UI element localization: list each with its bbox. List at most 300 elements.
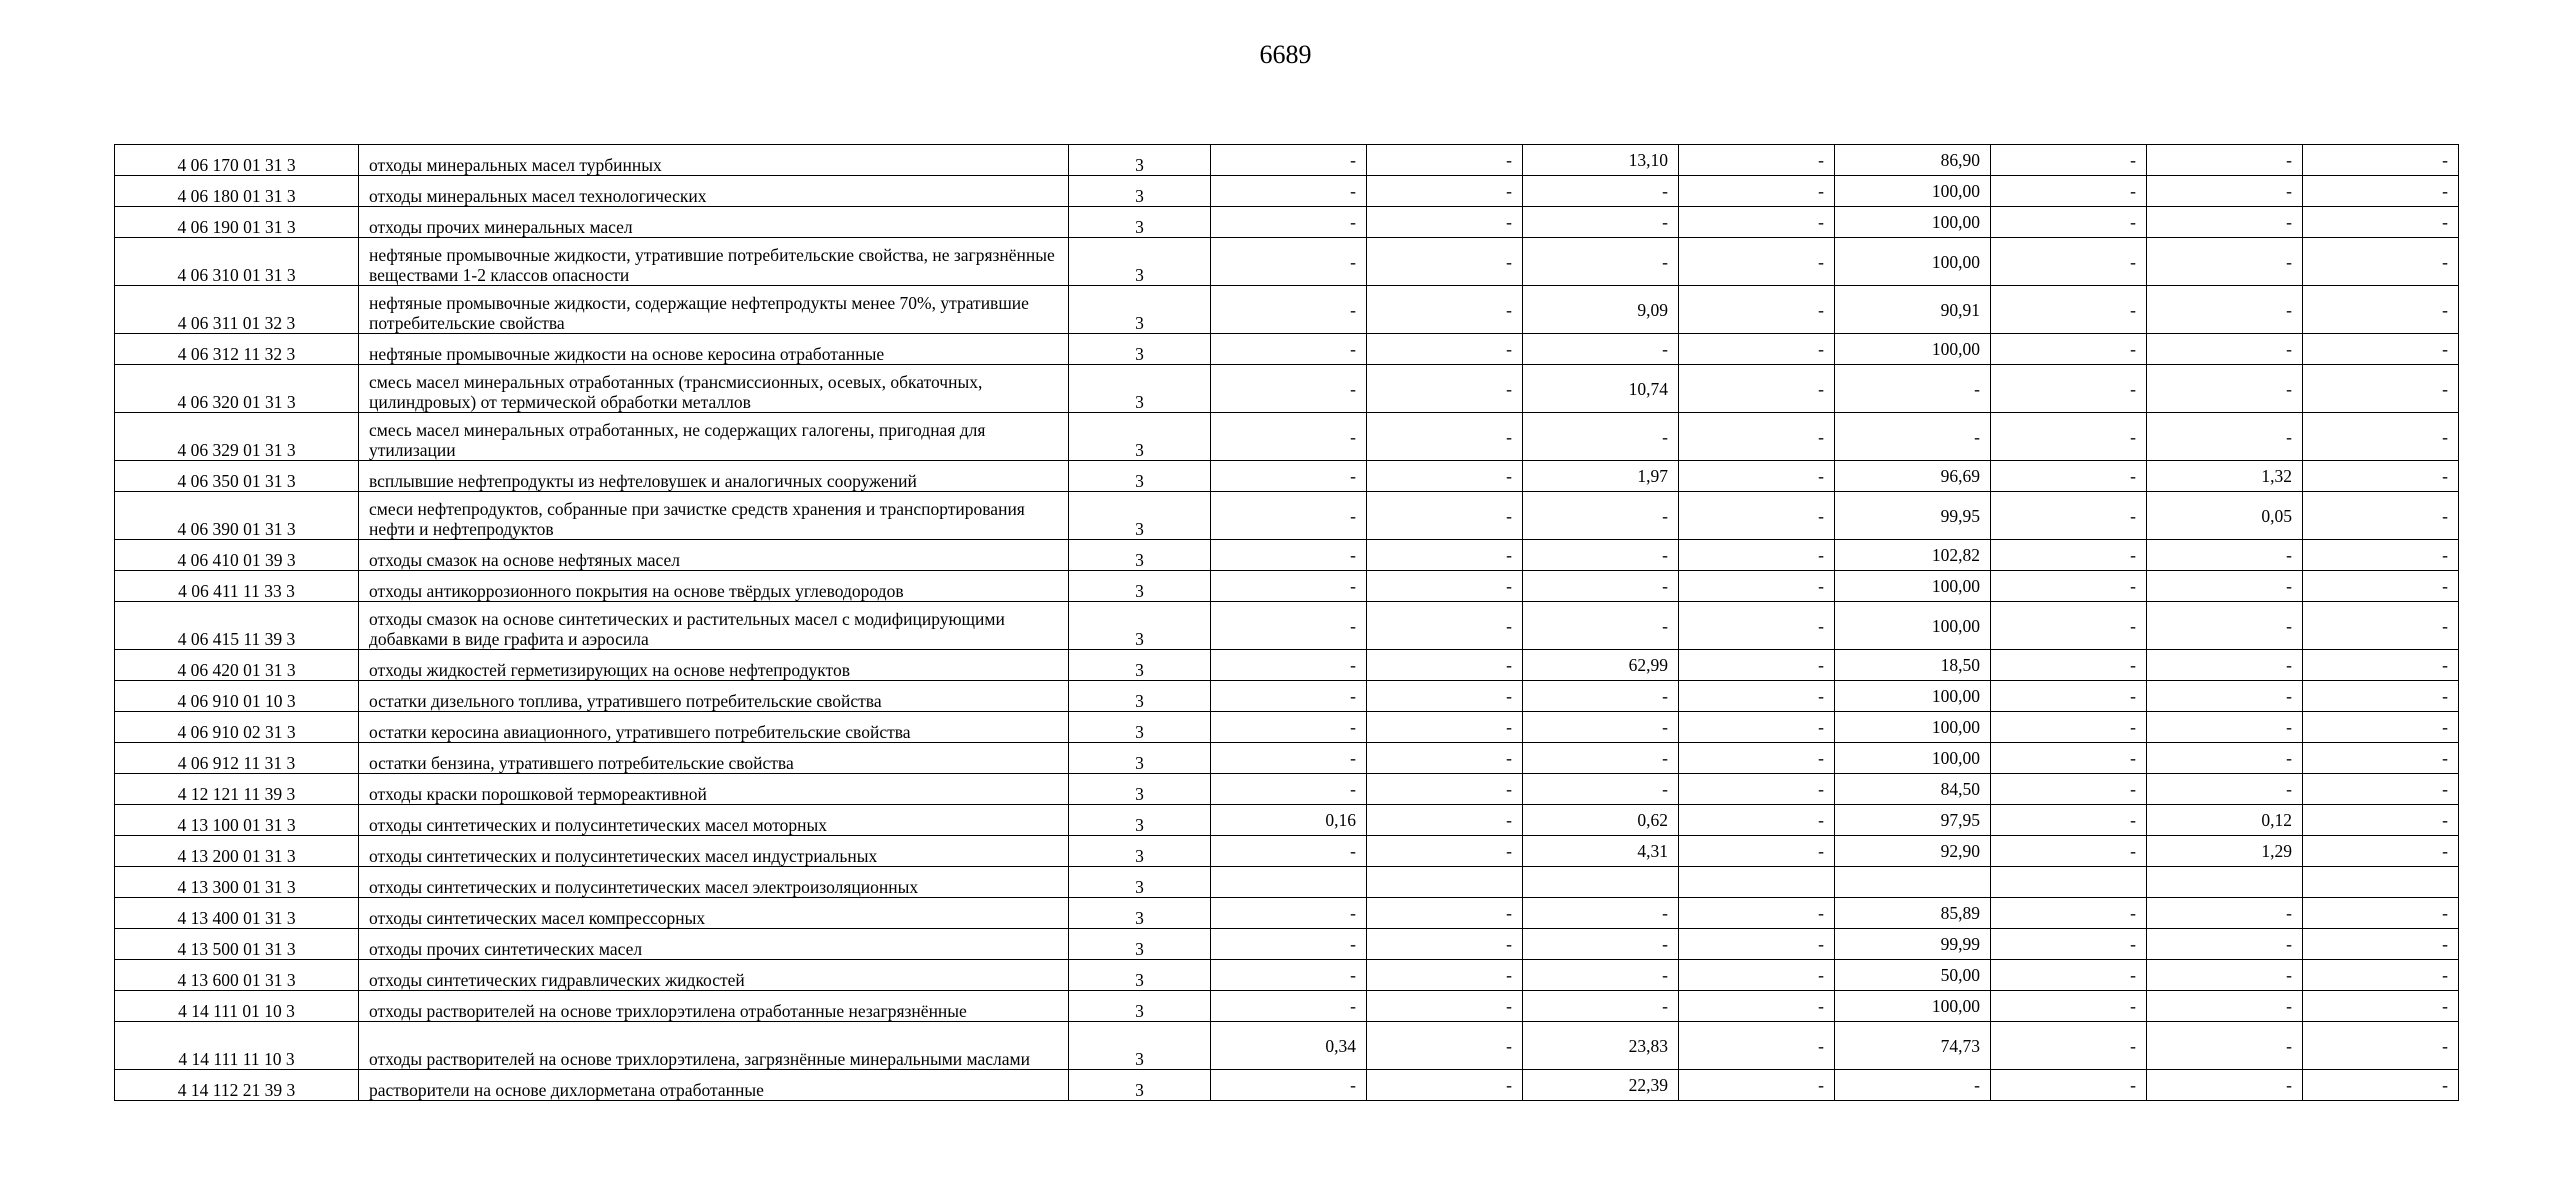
value-cell: -: [2147, 681, 2303, 712]
value-cell: -: [1367, 898, 1523, 929]
value-cell: 50,00: [1835, 960, 1991, 991]
value-cell: -: [1679, 991, 1835, 1022]
value-cell: 100,00: [1835, 176, 1991, 207]
value-cell: -: [1991, 805, 2147, 836]
hazard-class-cell: 3: [1069, 960, 1211, 991]
value-cell: -: [2147, 991, 2303, 1022]
table-row: [115, 991, 2459, 1022]
waste-name-cell: нефтяные промывочные жидкости, содержащие нефтепродукты менее 70%, утратившие потребительские свойства: [359, 286, 1069, 334]
hazard-class-cell: 3: [1069, 365, 1211, 413]
waste-name-cell: отходы минеральных масел турбинных: [359, 145, 1069, 176]
waste-code-cell: 4 06 411 11 33 3: [115, 571, 359, 602]
waste-code-cell: 4 06 310 01 31 3: [115, 238, 359, 286]
value-cell: -: [2147, 540, 2303, 571]
value-cell: 99,99: [1835, 929, 1991, 960]
value-cell: -: [1211, 712, 1367, 743]
value-cell: 18,50: [1835, 650, 1991, 681]
value-cell: -: [2303, 1070, 2459, 1101]
value-cell: -: [1679, 286, 1835, 334]
value-cell: -: [1679, 492, 1835, 540]
value-cell: -: [1679, 650, 1835, 681]
value-cell: -: [1211, 461, 1367, 492]
waste-code-cell: 4 14 111 01 10 3: [115, 991, 359, 1022]
waste-name-cell: нефтяные промывочные жидкости на основе керосина отработанные: [359, 334, 1069, 365]
waste-code-cell: 4 06 311 01 32 3: [115, 286, 359, 334]
table-row: [115, 836, 2459, 867]
value-cell: 22,39: [1523, 1070, 1679, 1101]
waste-code-cell: 4 06 390 01 31 3: [115, 492, 359, 540]
value-cell: -: [1991, 712, 2147, 743]
waste-name-cell: отходы синтетических гидравлических жидкостей: [359, 960, 1069, 991]
value-cell: -: [2147, 1022, 2303, 1070]
table-row: [115, 681, 2459, 712]
table-row: [115, 365, 2459, 413]
value-cell: -: [1835, 365, 1991, 413]
value-cell: -: [1679, 960, 1835, 991]
value-cell: -: [1679, 461, 1835, 492]
hazard-class-cell: 3: [1069, 540, 1211, 571]
table-row: [115, 960, 2459, 991]
value-cell: -: [1367, 461, 1523, 492]
value-cell: 102,82: [1835, 540, 1991, 571]
value-cell: -: [1211, 571, 1367, 602]
value-cell: -: [1991, 492, 2147, 540]
value-cell: [2303, 867, 2459, 898]
waste-name-cell: нефтяные промывочные жидкости, утратившие потребительские свойства, не загрязнённые веществами 1-2 классов опасности: [359, 238, 1069, 286]
value-cell: -: [1679, 1070, 1835, 1101]
waste-code-cell: 4 06 415 11 39 3: [115, 602, 359, 650]
value-cell: 10,74: [1523, 365, 1679, 413]
waste-code-cell: 4 13 100 01 31 3: [115, 805, 359, 836]
value-cell: -: [2303, 743, 2459, 774]
value-cell: -: [1211, 207, 1367, 238]
waste-code-cell: 4 06 910 01 10 3: [115, 681, 359, 712]
hazard-class-cell: 3: [1069, 681, 1211, 712]
hazard-class-cell: 3: [1069, 461, 1211, 492]
value-cell: -: [2303, 712, 2459, 743]
value-cell: -: [1211, 602, 1367, 650]
table-row: [115, 743, 2459, 774]
value-cell: -: [2303, 365, 2459, 413]
value-cell: -: [1211, 1070, 1367, 1101]
value-cell: -: [1367, 540, 1523, 571]
hazard-class-cell: 3: [1069, 836, 1211, 867]
value-cell: -: [1991, 836, 2147, 867]
table-row: [115, 571, 2459, 602]
value-cell: -: [1679, 836, 1835, 867]
value-cell: -: [1211, 540, 1367, 571]
value-cell: -: [1991, 238, 2147, 286]
value-cell: -: [1991, 286, 2147, 334]
waste-code-cell: 4 06 329 01 31 3: [115, 413, 359, 461]
hazard-class-cell: 3: [1069, 867, 1211, 898]
waste-name-cell: отходы растворителей на основе трихлорэтилена, загрязнённые минеральными маслами: [359, 1022, 1069, 1070]
hazard-class-cell: 3: [1069, 991, 1211, 1022]
value-cell: 84,50: [1835, 774, 1991, 805]
value-cell: -: [1367, 207, 1523, 238]
value-cell: 100,00: [1835, 238, 1991, 286]
value-cell: 97,95: [1835, 805, 1991, 836]
value-cell: -: [1211, 991, 1367, 1022]
waste-code-cell: 4 13 200 01 31 3: [115, 836, 359, 867]
table-row: [115, 286, 2459, 334]
value-cell: -: [2147, 413, 2303, 461]
value-cell: 90,91: [1835, 286, 1991, 334]
hazard-class-cell: 3: [1069, 1070, 1211, 1101]
hazard-class-cell: 3: [1069, 1022, 1211, 1070]
waste-name-cell: отходы синтетических и полусинтетических масел индустриальных: [359, 836, 1069, 867]
waste-code-cell: 4 06 350 01 31 3: [115, 461, 359, 492]
value-cell: -: [1367, 286, 1523, 334]
value-cell: -: [1211, 413, 1367, 461]
value-cell: -: [1679, 805, 1835, 836]
hazard-class-cell: 3: [1069, 929, 1211, 960]
table-row: [115, 238, 2459, 286]
hazard-class-cell: 3: [1069, 774, 1211, 805]
value-cell: 100,00: [1835, 571, 1991, 602]
value-cell: -: [1835, 1070, 1991, 1101]
value-cell: 74,73: [1835, 1022, 1991, 1070]
value-cell: -: [1523, 207, 1679, 238]
value-cell: -: [1991, 929, 2147, 960]
value-cell: -: [1679, 365, 1835, 413]
value-cell: -: [1679, 774, 1835, 805]
value-cell: -: [1991, 1070, 2147, 1101]
hazard-class-cell: 3: [1069, 712, 1211, 743]
value-cell: -: [1367, 743, 1523, 774]
value-cell: 0,62: [1523, 805, 1679, 836]
value-cell: -: [1367, 176, 1523, 207]
waste-name-cell: отходы синтетических и полусинтетических масел электроизоляционных: [359, 867, 1069, 898]
hazard-class-cell: 3: [1069, 145, 1211, 176]
waste-name-cell: отходы смазок на основе синтетических и растительных масел с модифицирующими добавками в виде графита и аэросила: [359, 602, 1069, 650]
waste-code-cell: 4 06 320 01 31 3: [115, 365, 359, 413]
value-cell: 62,99: [1523, 650, 1679, 681]
value-cell: -: [2303, 540, 2459, 571]
value-cell: -: [2303, 898, 2459, 929]
value-cell: -: [1523, 991, 1679, 1022]
value-cell: -: [1211, 492, 1367, 540]
value-cell: -: [2303, 334, 2459, 365]
hazard-class-cell: 3: [1069, 571, 1211, 602]
waste-code-cell: 4 06 312 11 32 3: [115, 334, 359, 365]
value-cell: -: [1523, 960, 1679, 991]
table-body: [115, 145, 2459, 1101]
value-cell: -: [2303, 929, 2459, 960]
table-row: [115, 929, 2459, 960]
waste-code-cell: 4 13 500 01 31 3: [115, 929, 359, 960]
waste-code-cell: 4 13 300 01 31 3: [115, 867, 359, 898]
value-cell: -: [1679, 681, 1835, 712]
value-cell: -: [2303, 461, 2459, 492]
value-cell: -: [2147, 176, 2303, 207]
table-row: [115, 540, 2459, 571]
waste-code-cell: 4 06 180 01 31 3: [115, 176, 359, 207]
value-cell: -: [1991, 602, 2147, 650]
value-cell: -: [1211, 176, 1367, 207]
value-cell: -: [2147, 774, 2303, 805]
value-cell: -: [1523, 602, 1679, 650]
value-cell: 0,34: [1211, 1022, 1367, 1070]
value-cell: -: [1679, 929, 1835, 960]
value-cell: 99,95: [1835, 492, 1991, 540]
value-cell: -: [1679, 712, 1835, 743]
value-cell: -: [1679, 540, 1835, 571]
value-cell: -: [2147, 145, 2303, 176]
value-cell: -: [1679, 898, 1835, 929]
value-cell: 1,97: [1523, 461, 1679, 492]
hazard-class-cell: 3: [1069, 898, 1211, 929]
value-cell: -: [2303, 1022, 2459, 1070]
value-cell: -: [1367, 774, 1523, 805]
hazard-class-cell: 3: [1069, 805, 1211, 836]
value-cell: 1,32: [2147, 461, 2303, 492]
value-cell: -: [1367, 960, 1523, 991]
table-row: [115, 898, 2459, 929]
value-cell: 92,90: [1835, 836, 1991, 867]
value-cell: -: [2303, 238, 2459, 286]
table-row: [115, 712, 2459, 743]
waste-code-cell: 4 12 121 11 39 3: [115, 774, 359, 805]
value-cell: -: [1991, 334, 2147, 365]
value-cell: -: [1991, 1022, 2147, 1070]
waste-code-cell: 4 06 912 11 31 3: [115, 743, 359, 774]
waste-code-cell: 4 13 600 01 31 3: [115, 960, 359, 991]
value-cell: -: [1679, 145, 1835, 176]
value-cell: -: [1211, 334, 1367, 365]
table-row: [115, 413, 2459, 461]
value-cell: -: [1523, 413, 1679, 461]
value-cell: -: [1211, 929, 1367, 960]
value-cell: 100,00: [1835, 207, 1991, 238]
waste-code-cell: 4 06 410 01 39 3: [115, 540, 359, 571]
value-cell: -: [1523, 743, 1679, 774]
value-cell: -: [2147, 207, 2303, 238]
hazard-class-cell: 3: [1069, 650, 1211, 681]
value-cell: [2147, 867, 2303, 898]
value-cell: -: [1367, 365, 1523, 413]
table-row: [115, 1022, 2459, 1070]
value-cell: 0,16: [1211, 805, 1367, 836]
value-cell: -: [1991, 650, 2147, 681]
value-cell: -: [2147, 286, 2303, 334]
value-cell: -: [1991, 681, 2147, 712]
value-cell: -: [1367, 571, 1523, 602]
value-cell: -: [2303, 571, 2459, 602]
value-cell: -: [1211, 898, 1367, 929]
value-cell: -: [1991, 898, 2147, 929]
table-row: [115, 145, 2459, 176]
value-cell: -: [1991, 145, 2147, 176]
value-cell: -: [1367, 650, 1523, 681]
value-cell: -: [1523, 334, 1679, 365]
value-cell: -: [1991, 365, 2147, 413]
waste-name-cell: растворители на основе дихлорметана отработанные: [359, 1070, 1069, 1101]
value-cell: -: [1679, 602, 1835, 650]
table-row: [115, 334, 2459, 365]
value-cell: 0,12: [2147, 805, 2303, 836]
value-cell: [1367, 867, 1523, 898]
hazard-class-cell: 3: [1069, 334, 1211, 365]
waste-name-cell: отходы антикоррозионного покрытия на основе твёрдых углеводородов: [359, 571, 1069, 602]
value-cell: -: [1679, 334, 1835, 365]
value-cell: 1,29: [2147, 836, 2303, 867]
value-cell: -: [1991, 461, 2147, 492]
value-cell: -: [1523, 929, 1679, 960]
value-cell: -: [1367, 712, 1523, 743]
value-cell: -: [1367, 334, 1523, 365]
value-cell: -: [2147, 650, 2303, 681]
waste-code-cell: 4 06 170 01 31 3: [115, 145, 359, 176]
value-cell: -: [1679, 207, 1835, 238]
value-cell: 4,31: [1523, 836, 1679, 867]
value-cell: 100,00: [1835, 334, 1991, 365]
value-cell: -: [1523, 712, 1679, 743]
value-cell: -: [2303, 207, 2459, 238]
value-cell: -: [2303, 960, 2459, 991]
value-cell: -: [1367, 805, 1523, 836]
value-cell: -: [2147, 898, 2303, 929]
value-cell: -: [1367, 602, 1523, 650]
value-cell: -: [1991, 960, 2147, 991]
value-cell: -: [1367, 1070, 1523, 1101]
value-cell: -: [1211, 836, 1367, 867]
value-cell: -: [1991, 774, 2147, 805]
waste-name-cell: отходы краски порошковой термореактивной: [359, 774, 1069, 805]
value-cell: 100,00: [1835, 743, 1991, 774]
value-cell: 0,05: [2147, 492, 2303, 540]
table-row: [115, 207, 2459, 238]
value-cell: -: [1679, 413, 1835, 461]
value-cell: -: [2147, 334, 2303, 365]
value-cell: -: [1991, 571, 2147, 602]
value-cell: -: [1991, 991, 2147, 1022]
value-cell: -: [2303, 413, 2459, 461]
table-row: [115, 650, 2459, 681]
value-cell: [1523, 867, 1679, 898]
value-cell: -: [2303, 681, 2459, 712]
value-cell: -: [1679, 1022, 1835, 1070]
value-cell: -: [2147, 602, 2303, 650]
value-cell: -: [1523, 774, 1679, 805]
value-cell: 85,89: [1835, 898, 1991, 929]
value-cell: -: [1367, 492, 1523, 540]
waste-code-cell: 4 14 112 21 39 3: [115, 1070, 359, 1101]
value-cell: -: [1211, 145, 1367, 176]
waste-name-cell: смеси нефтепродуктов, собранные при зачистке средств хранения и транспортирования нефти и нефтепродуктов: [359, 492, 1069, 540]
value-cell: -: [2303, 286, 2459, 334]
value-cell: -: [1211, 743, 1367, 774]
value-cell: -: [1991, 207, 2147, 238]
hazard-class-cell: 3: [1069, 413, 1211, 461]
value-cell: 100,00: [1835, 681, 1991, 712]
table-row: [115, 602, 2459, 650]
waste-name-cell: остатки бензина, утратившего потребительские свойства: [359, 743, 1069, 774]
waste-code-cell: 4 14 111 11 10 3: [115, 1022, 359, 1070]
waste-code-cell: 4 06 420 01 31 3: [115, 650, 359, 681]
value-cell: -: [1679, 743, 1835, 774]
value-cell: -: [1523, 571, 1679, 602]
waste-code-cell: 4 06 190 01 31 3: [115, 207, 359, 238]
waste-name-cell: отходы жидкостей герметизирующих на основе нефтепродуктов: [359, 650, 1069, 681]
value-cell: -: [2303, 145, 2459, 176]
waste-name-cell: смесь масел минеральных отработанных, не содержащих галогены, пригодная для утилизации: [359, 413, 1069, 461]
waste-name-cell: остатки дизельного топлива, утратившего потребительские свойства: [359, 681, 1069, 712]
value-cell: -: [2303, 991, 2459, 1022]
value-cell: -: [1367, 836, 1523, 867]
value-cell: -: [2147, 712, 2303, 743]
value-cell: -: [2147, 238, 2303, 286]
value-cell: [1991, 867, 2147, 898]
value-cell: -: [2303, 602, 2459, 650]
value-cell: -: [1211, 365, 1367, 413]
waste-table: [114, 144, 2459, 1101]
waste-name-cell: отходы прочих синтетических масел: [359, 929, 1069, 960]
value-cell: [1211, 867, 1367, 898]
value-cell: -: [1211, 681, 1367, 712]
value-cell: -: [1211, 286, 1367, 334]
value-cell: -: [1211, 650, 1367, 681]
value-cell: 9,09: [1523, 286, 1679, 334]
page-number: 6689: [1259, 40, 1312, 69]
value-cell: -: [1523, 238, 1679, 286]
waste-name-cell: всплывшие нефтепродукты из нефтеловушек и аналогичных сооружений: [359, 461, 1069, 492]
hazard-class-cell: 3: [1069, 602, 1211, 650]
hazard-class-cell: 3: [1069, 207, 1211, 238]
value-cell: 13,10: [1523, 145, 1679, 176]
waste-name-cell: отходы растворителей на основе трихлорэтилена отработанные незагрязнённые: [359, 991, 1069, 1022]
value-cell: -: [1991, 176, 2147, 207]
hazard-class-cell: 3: [1069, 176, 1211, 207]
value-cell: -: [2147, 929, 2303, 960]
waste-name-cell: отходы смазок на основе нефтяных масел: [359, 540, 1069, 571]
value-cell: -: [1991, 540, 2147, 571]
value-cell: -: [1523, 898, 1679, 929]
value-cell: -: [1679, 571, 1835, 602]
value-cell: -: [2147, 1070, 2303, 1101]
value-cell: 100,00: [1835, 991, 1991, 1022]
hazard-class-cell: 3: [1069, 286, 1211, 334]
value-cell: [1835, 867, 1991, 898]
table-row: [115, 492, 2459, 540]
value-cell: -: [2147, 960, 2303, 991]
value-cell: -: [1367, 413, 1523, 461]
value-cell: -: [1367, 1022, 1523, 1070]
value-cell: -: [2147, 743, 2303, 774]
table-row: [115, 805, 2459, 836]
value-cell: -: [1211, 960, 1367, 991]
waste-name-cell: отходы синтетических и полусинтетических масел моторных: [359, 805, 1069, 836]
waste-name-cell: смесь масел минеральных отработанных (трансмиссионных, осевых, обкаточных, цилиндровых) от термической обработки металлов: [359, 365, 1069, 413]
hazard-class-cell: 3: [1069, 743, 1211, 774]
value-cell: -: [1367, 238, 1523, 286]
value-cell: 100,00: [1835, 602, 1991, 650]
value-cell: -: [1367, 991, 1523, 1022]
value-cell: -: [2303, 836, 2459, 867]
value-cell: 100,00: [1835, 712, 1991, 743]
table-row: [115, 176, 2459, 207]
waste-code-cell: 4 13 400 01 31 3: [115, 898, 359, 929]
value-cell: 86,90: [1835, 145, 1991, 176]
value-cell: -: [1835, 413, 1991, 461]
table-row: [115, 867, 2459, 898]
value-cell: -: [1991, 413, 2147, 461]
value-cell: -: [1523, 176, 1679, 207]
table-row: [115, 1070, 2459, 1101]
value-cell: -: [2303, 650, 2459, 681]
waste-name-cell: отходы минеральных масел технологических: [359, 176, 1069, 207]
value-cell: -: [2147, 571, 2303, 602]
